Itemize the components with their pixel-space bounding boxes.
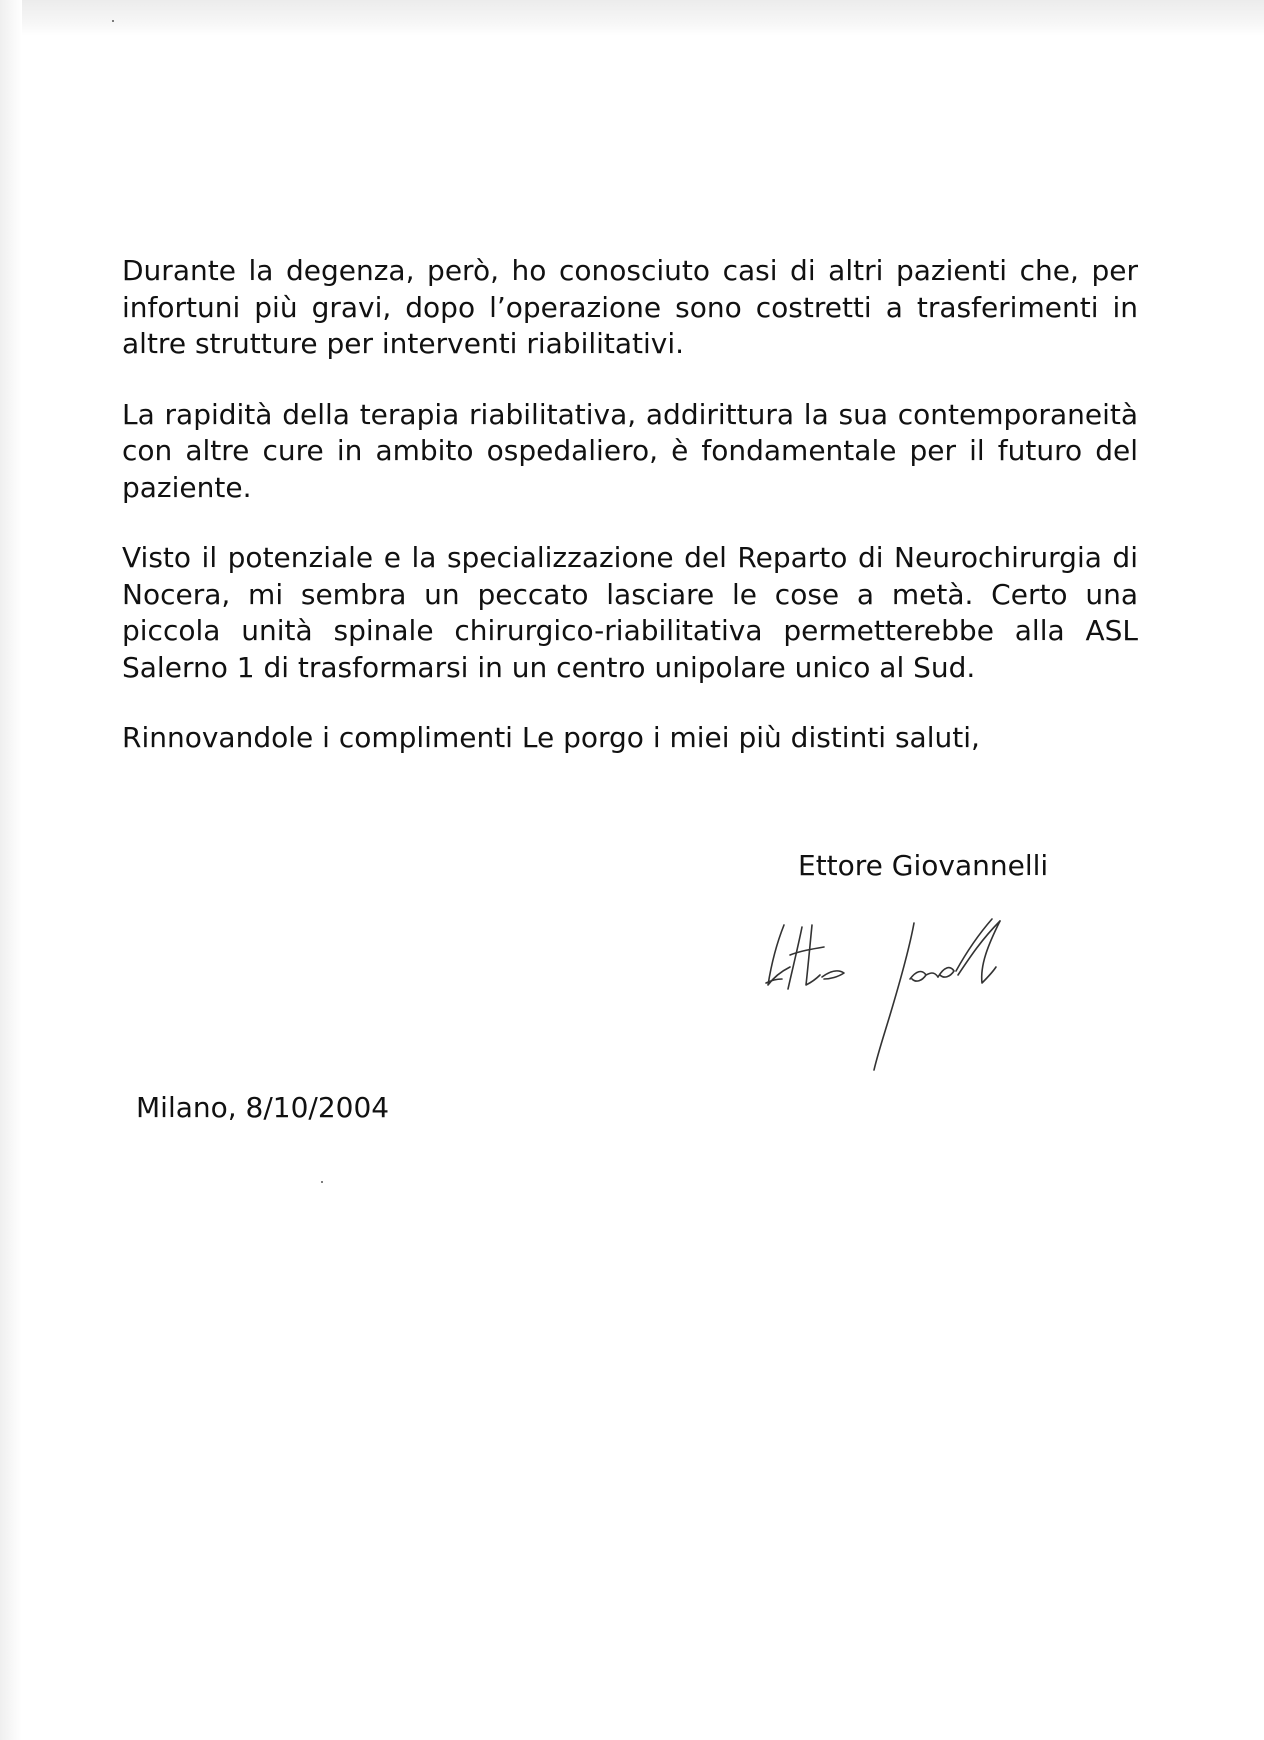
scan-left-shadow bbox=[0, 0, 22, 1740]
scan-top-shadow bbox=[0, 0, 1264, 36]
signer-name: Ettore Giovannelli bbox=[798, 849, 1049, 882]
scan-speck bbox=[321, 1181, 323, 1183]
handwritten-signature bbox=[760, 905, 1070, 1080]
paragraph-potenziale: Visto il potenziale e la specializzazione del Reparto di Neurochirurgia di Nocera, mi sembra un peccato lasciare le cose a metà. Certo una piccola unità spinale chirurgico-riabilitativa permetterebbe alla ASL Salerno 1 di trasformarsi in un centro unipolare unico al Sud. bbox=[122, 541, 1138, 684]
scan-speck bbox=[112, 20, 114, 22]
paragraph-rapidita: La rapidità della terapia riabilitativa, addirittura la sua contemporaneità con altre cure in ambito ospedaliero, è fondamentale per il futuro del paziente. bbox=[122, 397, 1138, 504]
letter-body bbox=[122, 253, 1138, 791]
paragraph-degenza: Durante la degenza, però, ho conosciuto casi di altri pazienti che, per infortuni più gravi, dopo l’operazione sono costretti a trasferimenti in altre strutture per interventi riabilitativi. bbox=[122, 254, 1138, 360]
place-date: Milano, 8/10/2004 bbox=[136, 1091, 390, 1124]
paragraph-saluti: Rinnovandole i complimenti Le porgo i miei più distinti saluti, bbox=[122, 721, 980, 754]
